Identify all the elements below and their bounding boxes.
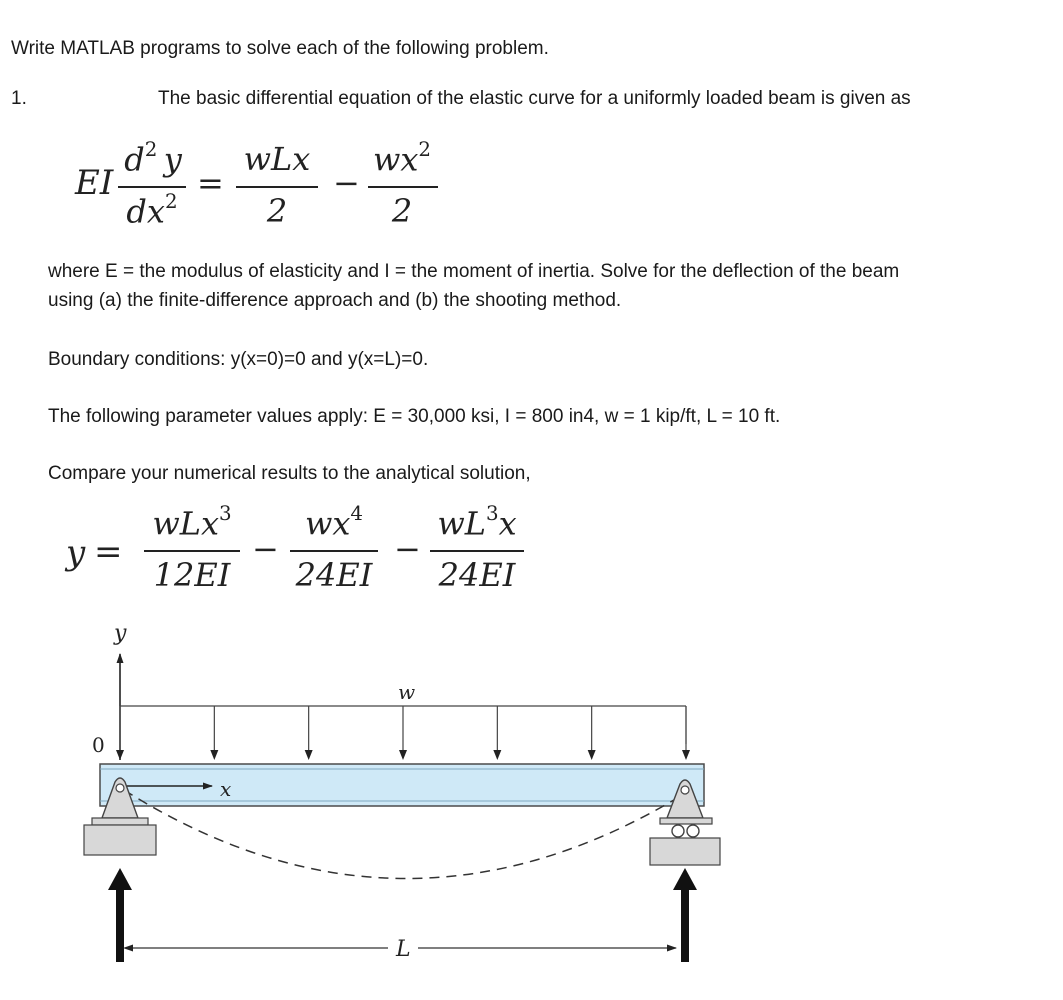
where-line-2: using (a) the finite-difference approach and (b) the shooting method. [48,290,622,311]
eq2-equals: = [94,532,123,572]
eq2-t1-base: wLx [152,504,220,543]
eq1-y: y [163,140,182,179]
load-arrow-head [682,750,690,760]
eq2-t2-base: wx [304,504,351,543]
eq1-term1-denominator: 2 [266,192,288,230]
eq1-exp: 2 [144,138,158,161]
eq1-term1-numerator: wLx [243,140,311,178]
load-arrow-head [399,750,407,760]
span-label: L [396,937,411,962]
eq2-term3-denominator: 24EI [438,556,516,594]
parameter-values: The following parameter values apply: E = 30,000 ksi, I = 800 in4, w = 1 kip/ft, L = 10 ft. [48,406,781,427]
load-arrow-head [493,750,501,760]
load-arrow-head [588,750,596,760]
eq2-t2-exp: 4 [350,502,364,525]
eq1-term2-denominator: 2 [391,192,413,230]
load-label: w [398,680,416,704]
problem-statement: The basic differential equation of the elastic curve for a uniformly loaded beam is given as [158,88,911,109]
eq1-minus: − [333,164,360,202]
eq2-lhs: y [66,533,86,573]
eq2-minus-1: − [252,530,279,568]
beam [100,764,704,806]
load-arrow-head [305,750,313,760]
eq1-lhs-coef: EI [75,163,114,203]
eq1-den-exp: 2 [164,190,178,213]
origin-label: 0 [92,733,105,757]
eq2-minus-2: − [394,530,421,568]
eq1-equals: = [197,164,224,202]
eq2-t3-tail: x [498,504,517,543]
problem-number: 1. [11,88,27,109]
compare-text: Compare your numerical results to the analytical solution, [48,463,531,484]
load-arrow-head [210,750,218,760]
eq1-d: d [124,140,145,179]
intro-text: Write MATLAB programs to solve each of the following problem. [11,38,549,59]
eq2-term1-denominator: 12EI [153,556,231,594]
eq2-t1-exp: 3 [219,502,232,525]
y-axis-label: y [114,621,127,646]
boundary-conditions: Boundary conditions: y(x=0)=0 and y(x=L)=0. [48,349,429,370]
eq2-t3-base: wL [437,504,486,543]
load-arrows [116,706,690,760]
eq2-t3-exp: 3 [485,502,499,525]
eq2-term2-denominator: 24EI [295,556,373,594]
x-axis-label: x [220,777,232,801]
eq1-dx: dx [126,192,165,231]
load-arrow-head [116,750,124,760]
where-line-1: where E = the modulus of elasticity and I = the moment of inertia. Solve for the deflection of the beam [48,261,900,282]
right-reaction-arrow [673,868,697,962]
eq1-wx-exp: 2 [418,138,432,161]
eq1-wx: wx [372,140,419,179]
